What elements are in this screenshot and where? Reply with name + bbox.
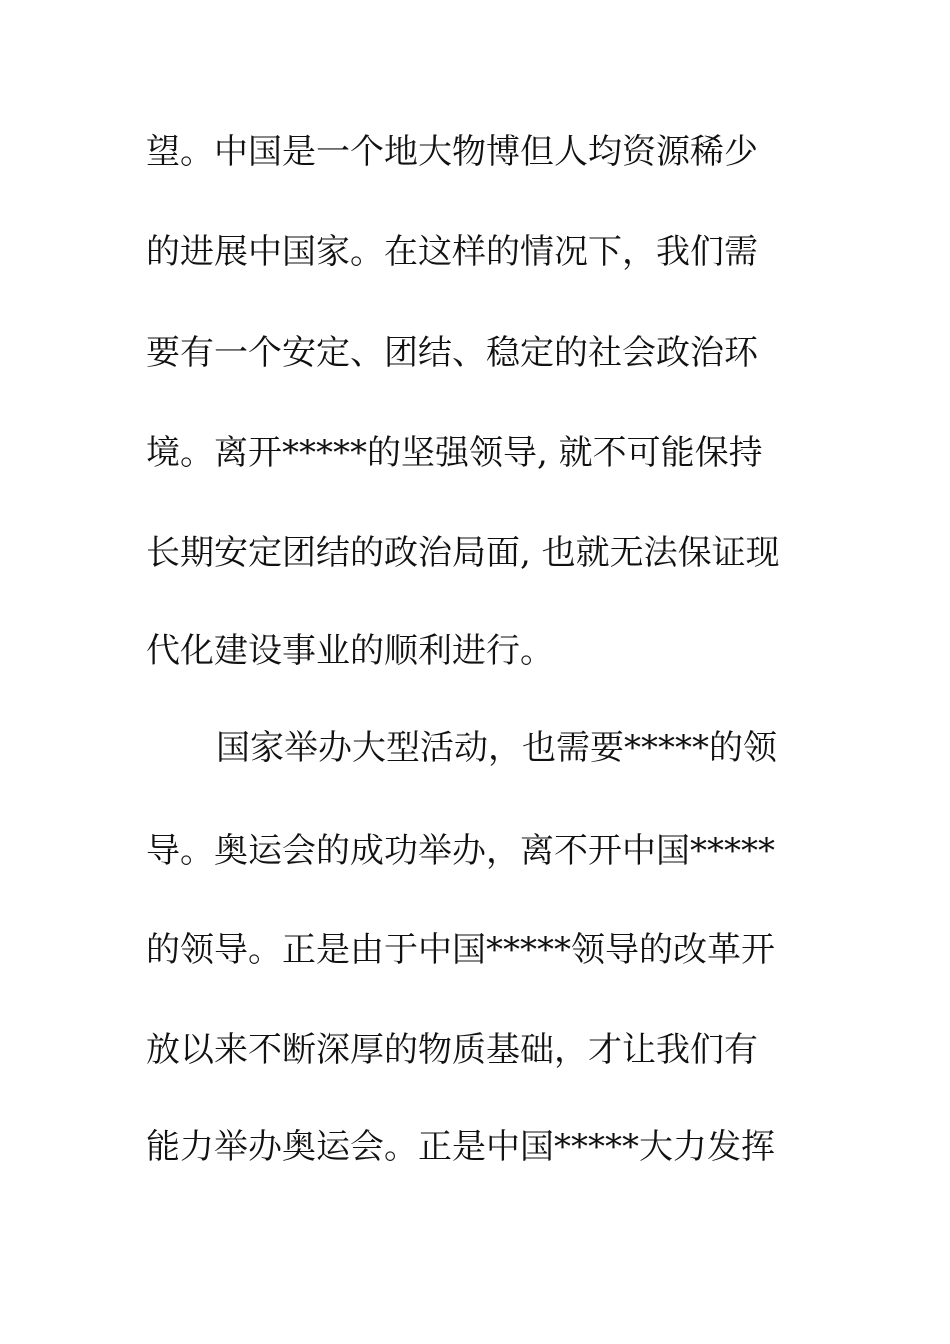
paragraph-first-line: 国家举办大型活动，也需要*****的领 xyxy=(216,728,777,768)
text-line: 导。奥运会的成功举办，离不开中国***** xyxy=(146,831,775,871)
text-line: 长期安定团结的政治局面, 也就无法保证现 xyxy=(146,533,780,573)
text-line: 代化建设事业的顺利进行。 xyxy=(146,631,554,671)
text-line: 能力举办奥运会。正是中国*****大力发挥 xyxy=(146,1127,775,1167)
text-line: 境。离开*****的坚强领导, 就不可能保持 xyxy=(146,433,763,473)
text-line: 的进展中国家。在这样的情况下，我们需 xyxy=(146,232,758,272)
text-line: 放以来不断深厚的物质基础，才让我们有 xyxy=(146,1030,758,1070)
text-line: 要有一个安定、团结、稳定的社会政治环 xyxy=(146,333,758,373)
text-line: 的领导。正是由于中国*****领导的改革开 xyxy=(146,930,775,970)
text-line: 望。中国是一个地大物博但人均资源稀少 xyxy=(146,132,758,172)
